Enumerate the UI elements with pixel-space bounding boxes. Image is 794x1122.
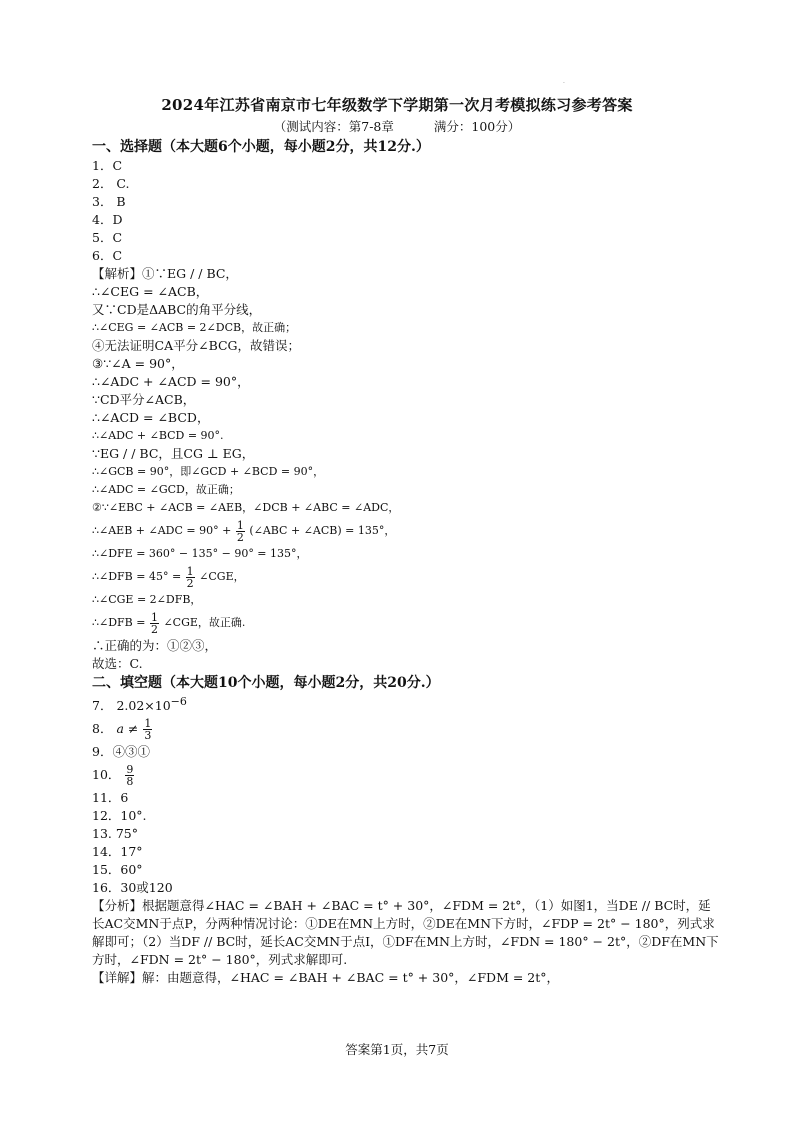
answer-line: 13. 75° [92, 826, 139, 842]
analysis-line: ∴∠ADC + ∠ACD = 90°， [92, 374, 250, 389]
analysis-line: ∴∠GCB = 90°，即∠GCD + ∠BCD = 90°， [92, 465, 325, 478]
math-text: ∴∠DFB = 45° = [92, 570, 182, 583]
exponent: −6 [170, 695, 187, 708]
page-title: 2024年江苏省南京市七年级数学下学期第一次月考模拟练习参考答案 [161, 96, 633, 114]
analysis-line: ④无法证明CA平分∠BCG，故错误； [92, 338, 301, 353]
answer-line: 14．17° [92, 844, 143, 860]
analysis-paragraph: 【分析】根据题意得∠HAC = ∠BAH + ∠BAC = t° + 30°，∠FDM = 2t°，（1）如图1，当DE // BC时，延长AC交MN于点P，分两种情况讨论：①DE在MN上方时，②DE在MN下方时，∠FDP = 2t° − 180°，列式求解即可；（2）当DF // BC时，延长AC交MN于点I，①DF在MN上方时，∠FDN = 180° − 2t°，②DF在MN下方时，∠FDN = 2t° − 180°，列式求解即可. [92, 898, 719, 968]
analysis-fraction-line [92, 609, 722, 637]
numerator: 1 [186, 564, 194, 578]
analysis-line: ∴∠DFE = 360° − 135° − 90° = 135°， [92, 547, 308, 560]
math-text: ∴∠AEB + ∠ADC = 90° + [92, 524, 232, 537]
fraction [186, 566, 195, 589]
denominator: 2 [236, 530, 244, 544]
answer-line: 16．30或120 [92, 880, 173, 896]
fraction [150, 612, 159, 635]
numerator: 1 [144, 717, 152, 731]
analysis-line: 【解析】①∵EG / / BC， [92, 266, 238, 281]
denominator: 3 [144, 729, 152, 743]
answer-line: 6．C [92, 248, 123, 263]
analysis-line: ∴∠ADC = ∠GCD，故正确； [92, 483, 240, 496]
numerator: 1 [150, 610, 158, 624]
question-number: 10． [92, 767, 121, 783]
answer-line: 2． C. [92, 176, 130, 191]
answer-line: 11．6 [92, 790, 129, 806]
answer-line [92, 761, 722, 789]
analysis-line: ∵EG / / BC，且CG ⊥ EG， [92, 446, 255, 461]
denominator: 8 [126, 775, 134, 789]
section-heading: 二、填空题（本大题10个小题，每小题2分，共20分.） [92, 675, 440, 691]
analysis-line: ∴∠CGE = 2∠DFB， [92, 593, 202, 606]
answer-value: a ≠ [116, 721, 139, 737]
page-subtitle [0, 117, 794, 135]
analysis-fraction-line [92, 517, 722, 545]
analysis-line: ③∵∠A = 90°， [92, 356, 184, 371]
answer-line: 1．C [92, 158, 123, 173]
analysis-line: ②∵∠EBC + ∠ACB = ∠AEB，∠DCB + ∠ABC = ∠ADC， [92, 501, 400, 514]
answer-line: 9．④③① [92, 744, 150, 760]
math-text: ∠CGE， [199, 570, 245, 583]
analysis-fraction-line [92, 563, 722, 591]
math-text: ∴∠DFB = [92, 616, 146, 629]
detail-line: 【详解】解：由题意得，∠HAC = ∠BAH + ∠BAC = t° + 30°，∠FDM = 2t°， [92, 970, 560, 986]
analysis-line: ∴∠ACD = ∠BCD， [92, 410, 210, 425]
question-number: 8． [92, 721, 113, 737]
denominator: 2 [150, 622, 158, 636]
analysis-line: 又∵CD是ΔABC的角平分线， [92, 302, 262, 317]
answer-line: 3． B [92, 194, 126, 209]
fraction [125, 764, 134, 787]
analysis-line: ∴∠CEG = ∠ACB， [92, 284, 209, 299]
full-score: 满分：100分） [433, 119, 521, 134]
choice-line: 故选：C. [92, 656, 143, 671]
analysis-line: ∴∠ADC + ∠BCD = 90°. [92, 429, 224, 442]
answer-line: 4．D [92, 212, 123, 227]
numerator: 1 [236, 518, 244, 532]
question-number: 7． [92, 698, 113, 714]
analysis-line: ∴∠CEG = ∠ACB = 2∠DCB，故正确； [92, 321, 297, 334]
section-heading: 一、选择题（本大题6个小题，每小题2分，共12分.） [92, 139, 430, 155]
analysis-line: ∵CD平分∠ACB， [92, 392, 196, 407]
answer-line [92, 693, 722, 715]
fraction [143, 718, 152, 741]
answer-line: 15．60° [92, 862, 143, 878]
fraction [236, 520, 245, 543]
scan-mark: · [563, 80, 565, 87]
numerator: 9 [126, 763, 134, 777]
answer-content [92, 137, 722, 987]
math-text: ∠CGE，故正确. [163, 616, 246, 629]
conclusion-line: ∴正确的为：①②③， [92, 638, 218, 653]
answer-line: 12．10°. [92, 808, 147, 824]
test-scope: （测试内容：第7-8章 [273, 119, 394, 134]
denominator: 2 [186, 576, 194, 590]
page-footer: 答案第1页，共7页 [345, 1042, 449, 1057]
answer-value: 2.02×10 [116, 698, 171, 714]
answer-line [92, 715, 722, 743]
answer-line: 5．C [92, 230, 123, 245]
math-text: (∠ABC + ∠ACB) = 135°， [249, 524, 396, 537]
